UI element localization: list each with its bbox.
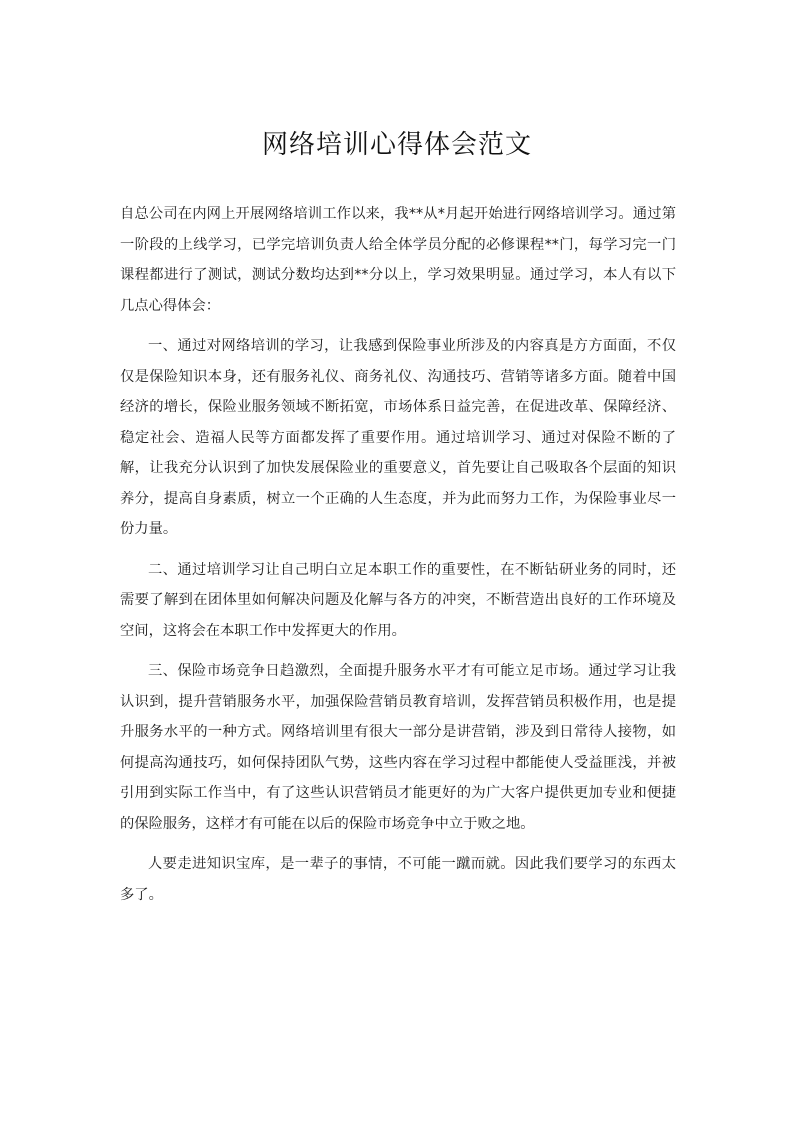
paragraph-point-three: 三、保险市场竞争日趋激烈，全面提升服务水平才有可能立足市场。通过学习让我认识到，提升营销服务水平，加强保险营销员教育培训，发挥营销员积极作用，也是提升服务水平的一种方式。网络培训里有很大一部分是讲营销，涉及到日常待人接物，如何提高沟通技巧，如何保持团队气势，这些内容在学习过程中都能使人受益匪浅，并被引用到实际工作当中，有了这些认识营销员才能更好的为广大客户提供更加专业和便捷的保险服务，这样才有可能在以后的保险市场竞争中立于败之地。: [120, 663, 676, 832]
paragraph-intro: 自总公司在内网上开展网络培训工作以来，我**从*月起开始进行网络培训学习。通过第一阶段的上线学习，已学完培训负责人给全体学员分配的必修课程**门，每学习完一门课程都进行了测试，测试分数均达到**分以上，学习效果明显。通过学习，本人有以下几点心得体会：: [120, 206, 676, 314]
paragraph-closing: 人要走进知识宝库，是一辈子的事情，不可能一蹴而就。因此我们要学习的东西太多了。: [120, 856, 676, 903]
document-body: [120, 199, 676, 920]
paragraph-point-two: 二、通过培训学习让自己明白立足本职工作的重要性，在不断钻研业务的同时，还需要了解到在团体里如何解决问题及化解与各方的冲突，不断营造出良好的工作环境及空间，这将会在本职工作中发挥更大的作用。: [120, 561, 676, 639]
page-title: 网络培训心得体会范文: [261, 130, 532, 160]
paragraph-point-one: 一、通过对网络培训的学习，让我感到保险事业所涉及的内容真是方方面面，不仅仅是保险知识本身，还有服务礼仪、商务礼仪、沟通技巧、营销等诸多方面。随着中国经济的增长，保险业服务领域不断拓宽，市场体系日益完善，在促进改革、保障经济、稳定社会、造福人民等方面都发挥了重要作用。通过培训学习、通过对保险不断的了解，让我充分认识到了加快发展保险业的重要意义，首先要让自己吸取各个层面的知识养分，提高自身素质，树立一个正确的人生态度，并为此而努力工作，为保险事业尽一份力量。: [120, 338, 676, 537]
